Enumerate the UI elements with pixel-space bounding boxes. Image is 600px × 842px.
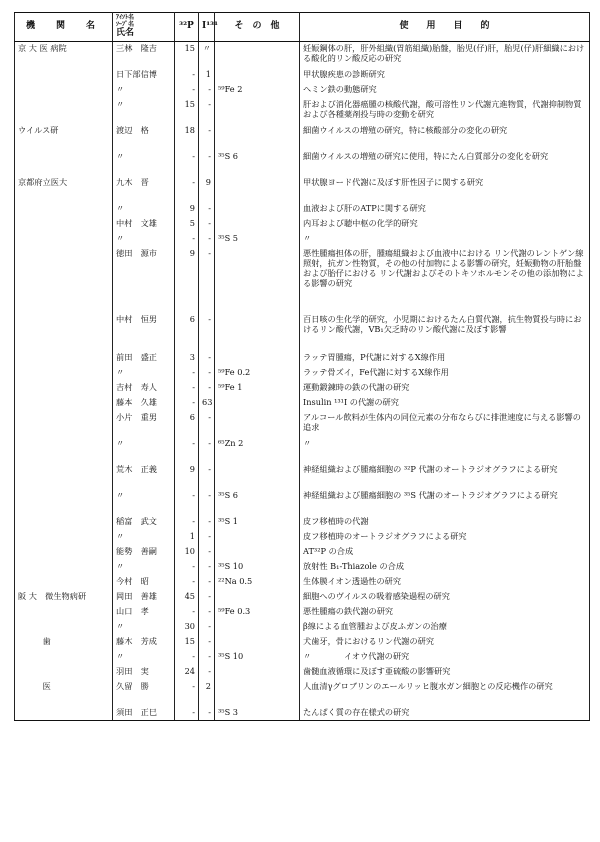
- cell-i131: -: [199, 530, 215, 545]
- cell-other: [215, 42, 300, 68]
- cell-name: 〃: [113, 437, 175, 463]
- cell-name: 〃: [113, 620, 175, 635]
- cell-i131: 〃: [199, 42, 215, 68]
- cell-p32: 18: [175, 124, 199, 150]
- cell-institution: [15, 68, 113, 83]
- cell-purpose: 肝および消化器癌腫の核酸代謝，酸可溶性リン代謝亢進物質，代謝抑制物質および各種薬剤投与時の変動を研究: [300, 98, 590, 124]
- cell-name: 〃: [113, 560, 175, 575]
- isotope-usage-table: [14, 12, 590, 721]
- cell-i131: -: [199, 217, 215, 232]
- cell-i131: -: [199, 381, 215, 396]
- cell-other: [215, 217, 300, 232]
- cell-purpose: 悪性腫瘍担体の肝，腫瘍組織および血液中における リン代謝のレントゲン線照射，抗ガン性物質，その他の付加物による影響の研究，妊娠動物の肝胎盤および胎仔における リン代謝およびそのトキソホルモンその他の添加物による影響の研究: [300, 247, 590, 313]
- cell-name: 須田 正巳: [113, 706, 175, 721]
- cell-institution: [15, 232, 113, 247]
- cell-p32: 9: [175, 463, 199, 489]
- cell-name: 〃: [113, 232, 175, 247]
- cell-i131: -: [199, 83, 215, 98]
- cell-i131: -: [199, 489, 215, 515]
- cell-i131: -: [199, 635, 215, 650]
- table-row: [15, 83, 590, 98]
- cell-p32: -: [175, 83, 199, 98]
- table-row: [15, 313, 590, 351]
- cell-name: 徳田 源市: [113, 247, 175, 313]
- cell-name: 久留 勝: [113, 680, 175, 706]
- cell-purpose: ヘミン鉄の動態研究: [300, 83, 590, 98]
- table-row: [15, 98, 590, 124]
- table-row: [15, 202, 590, 217]
- cell-i131: -: [199, 650, 215, 665]
- cell-institution: 京 大 医 病院: [15, 42, 113, 68]
- cell-p32: -: [175, 396, 199, 411]
- cell-institution: [15, 381, 113, 396]
- cell-institution: ウイルス研: [15, 124, 113, 150]
- cell-institution: [15, 437, 113, 463]
- cell-other: [215, 98, 300, 124]
- cell-other: [215, 247, 300, 313]
- table-row: [15, 635, 590, 650]
- cell-other: ²²Na 0.5: [215, 575, 300, 590]
- cell-i131: -: [199, 98, 215, 124]
- cell-other: [215, 620, 300, 635]
- cell-i131: -: [199, 124, 215, 150]
- cell-purpose: 悪性腫瘍の鉄代謝の研究: [300, 605, 590, 620]
- cell-other: [215, 665, 300, 680]
- cell-institution: [15, 665, 113, 680]
- cell-name: 中村 恒男: [113, 313, 175, 351]
- cell-institution: 京都府立医大: [15, 176, 113, 202]
- table-row: [15, 42, 590, 68]
- cell-p32: -: [175, 366, 199, 381]
- cell-purpose: アルコール飲料が生体内の同位元素の分布ならびに排泄速度に与える影響の追求: [300, 411, 590, 437]
- table-row: [15, 530, 590, 545]
- cell-purpose: 神経組織および腫瘍細胞の ³⁵S 代謝のオートラジオグラフによる研究: [300, 489, 590, 515]
- header-name-bottom: 氏名: [116, 27, 135, 38]
- cell-purpose: ラッテ骨ズイ，Fe代謝に対するX線作用: [300, 366, 590, 381]
- table-row: [15, 620, 590, 635]
- cell-institution: [15, 98, 113, 124]
- cell-purpose: 歯髄血液循環に及ぼす亜硫酸の影響研究: [300, 665, 590, 680]
- cell-other: [215, 124, 300, 150]
- cell-institution: [15, 150, 113, 176]
- cell-name: 今村 昭: [113, 575, 175, 590]
- table-row: [15, 124, 590, 150]
- cell-purpose: 〃 イオウ代謝の研究: [300, 650, 590, 665]
- cell-other: ⁶⁵Zn 2: [215, 437, 300, 463]
- cell-other: [215, 202, 300, 217]
- table-row: [15, 515, 590, 530]
- cell-other: ³⁵S 5: [215, 232, 300, 247]
- cell-other: ³⁵S 10: [215, 560, 300, 575]
- cell-p32: 30: [175, 620, 199, 635]
- cell-name: 藤本 久雄: [113, 396, 175, 411]
- cell-purpose: 犬歯牙，骨におけるリン代謝の研究: [300, 635, 590, 650]
- cell-name: 小片 重男: [113, 411, 175, 437]
- cell-i131: -: [199, 560, 215, 575]
- table-row: [15, 396, 590, 411]
- cell-p32: 6: [175, 313, 199, 351]
- cell-purpose: 神経組織および腫瘍細胞の ³²P 代謝のオートラジオグラフによる研究: [300, 463, 590, 489]
- table-row: [15, 605, 590, 620]
- cell-i131: -: [199, 247, 215, 313]
- table-row: [15, 706, 590, 721]
- cell-purpose: 運動鍛錬時の鉄の代謝の研究: [300, 381, 590, 396]
- cell-institution: [15, 396, 113, 411]
- cell-name: 〃: [113, 98, 175, 124]
- cell-purpose: 細胞へのヴイルスの吸着感染過程の研究: [300, 590, 590, 605]
- table-row: [15, 650, 590, 665]
- cell-other: [215, 176, 300, 202]
- table-row: [15, 411, 590, 437]
- table-row: [15, 366, 590, 381]
- header-purpose: 使 用 目 的: [300, 13, 590, 42]
- cell-i131: -: [199, 605, 215, 620]
- cell-i131: -: [199, 411, 215, 437]
- cell-purpose: 血液および肝のATPに関する研究: [300, 202, 590, 217]
- cell-name: 日下部信博: [113, 68, 175, 83]
- cell-name: 藤木 芳成: [113, 635, 175, 650]
- cell-other: [215, 351, 300, 366]
- cell-purpose: 内耳および聴中枢の化学的研究: [300, 217, 590, 232]
- cell-institution: [15, 83, 113, 98]
- cell-purpose: 皮フ移植時のオートラジオグラフによる研究: [300, 530, 590, 545]
- cell-other: ⁵⁹Fe 2: [215, 83, 300, 98]
- cell-institution: [15, 217, 113, 232]
- cell-institution: 阪 大 微生物病研: [15, 590, 113, 605]
- cell-i131: -: [199, 351, 215, 366]
- cell-i131: -: [199, 150, 215, 176]
- cell-other: [215, 396, 300, 411]
- cell-purpose: 放射性 B₁-Thiazole の合成: [300, 560, 590, 575]
- cell-other: ³⁵S 3: [215, 706, 300, 721]
- cell-institution: [15, 411, 113, 437]
- cell-i131: -: [199, 590, 215, 605]
- table-row: [15, 545, 590, 560]
- cell-name: 〃: [113, 150, 175, 176]
- cell-name: 渡辺 格: [113, 124, 175, 150]
- cell-institution: [15, 366, 113, 381]
- cell-purpose: AT³²P の合成: [300, 545, 590, 560]
- cell-other: ⁵⁹Fe 0.2: [215, 366, 300, 381]
- cell-institution: [15, 351, 113, 366]
- cell-i131: -: [199, 313, 215, 351]
- table-row: [15, 680, 590, 706]
- cell-purpose: 甲状腺疾患の診断研究: [300, 68, 590, 83]
- cell-other: ³⁵S 6: [215, 150, 300, 176]
- cell-other: [215, 313, 300, 351]
- cell-p32: 24: [175, 665, 199, 680]
- cell-purpose: 百日咳の生化学的研究，小児期におけるたん白質代謝，抗生物質投与時におけるリン酸代謝，VB₁欠乏時のリン酸代謝に及ぼす影響: [300, 313, 590, 351]
- cell-p32: 5: [175, 217, 199, 232]
- table-header-row: [15, 13, 590, 42]
- cell-i131: 63: [199, 396, 215, 411]
- cell-i131: -: [199, 202, 215, 217]
- cell-i131: 9: [199, 176, 215, 202]
- cell-p32: 45: [175, 590, 199, 605]
- cell-p32: -: [175, 605, 199, 620]
- cell-other: [215, 68, 300, 83]
- cell-p32: 3: [175, 351, 199, 366]
- cell-purpose: 細菌ウイルスの増殖の研究に使用，特にたん白質部分の変化を研究: [300, 150, 590, 176]
- table-row: [15, 176, 590, 202]
- cell-institution: [15, 313, 113, 351]
- cell-institution: [15, 530, 113, 545]
- cell-name: 〃: [113, 202, 175, 217]
- cell-name: 〃: [113, 366, 175, 381]
- cell-institution: [15, 620, 113, 635]
- header-other: そ の 他: [215, 13, 300, 42]
- cell-p32: -: [175, 150, 199, 176]
- table-row: [15, 217, 590, 232]
- cell-p32: -: [175, 575, 199, 590]
- cell-institution: [15, 560, 113, 575]
- table-row: [15, 150, 590, 176]
- cell-other: [215, 411, 300, 437]
- cell-other: ³⁵S 1: [215, 515, 300, 530]
- cell-i131: -: [199, 706, 215, 721]
- cell-i131: 2: [199, 680, 215, 706]
- table-row: [15, 68, 590, 83]
- cell-name: 前田 盛正: [113, 351, 175, 366]
- cell-purpose: 生体膜イオン透過性の研究: [300, 575, 590, 590]
- table-body: [15, 42, 590, 721]
- cell-i131: -: [199, 232, 215, 247]
- cell-purpose: Insulin ¹³¹I の代謝の研究: [300, 396, 590, 411]
- cell-other: ⁵⁹Fe 1: [215, 381, 300, 396]
- cell-institution: [15, 463, 113, 489]
- cell-institution: [15, 545, 113, 560]
- cell-other: ⁵⁹Fe 0.3: [215, 605, 300, 620]
- table-row: [15, 560, 590, 575]
- cell-p32: 15: [175, 635, 199, 650]
- table-row: [15, 489, 590, 515]
- cell-purpose: β線による血管腫および皮ふガンの治療: [300, 620, 590, 635]
- table-row: [15, 381, 590, 396]
- cell-p32: -: [175, 680, 199, 706]
- table-row: [15, 590, 590, 605]
- cell-purpose: 妊娠鋼体の肝，肝外組織(胃筋組織)胎盤，胎児(仔)肝，胎児(仔)肝細織における酸化的リン酸反応の研究: [300, 42, 590, 68]
- cell-name: 中村 文雄: [113, 217, 175, 232]
- cell-institution: 医: [15, 680, 113, 706]
- cell-other: ³⁵S 6: [215, 489, 300, 515]
- cell-p32: -: [175, 232, 199, 247]
- cell-p32: -: [175, 650, 199, 665]
- cell-purpose: 細菌ウイルスの増殖の研究，特に核酸部分の変化の研究: [300, 124, 590, 150]
- table-row: [15, 247, 590, 313]
- cell-institution: [15, 706, 113, 721]
- cell-name: 山口 孝: [113, 605, 175, 620]
- cell-name: 〃: [113, 83, 175, 98]
- table-row: [15, 463, 590, 489]
- cell-other: [215, 545, 300, 560]
- cell-other: [215, 590, 300, 605]
- cell-institution: 歯: [15, 635, 113, 650]
- cell-institution: [15, 489, 113, 515]
- cell-other: [215, 463, 300, 489]
- header-name: [113, 13, 175, 42]
- cell-name: 羽田 実: [113, 665, 175, 680]
- cell-i131: -: [199, 463, 215, 489]
- table-row: [15, 665, 590, 680]
- cell-institution: [15, 605, 113, 620]
- table-row: [15, 351, 590, 366]
- table-row: [15, 232, 590, 247]
- cell-name: 荒木 正義: [113, 463, 175, 489]
- cell-i131: 1: [199, 68, 215, 83]
- cell-institution: [15, 575, 113, 590]
- cell-name: 能勢 善嗣: [113, 545, 175, 560]
- cell-i131: -: [199, 545, 215, 560]
- cell-purpose: 甲状腺ヨード代謝に及ぼす肝性因子に関する研究: [300, 176, 590, 202]
- cell-p32: -: [175, 381, 199, 396]
- cell-purpose: 〃: [300, 437, 590, 463]
- cell-purpose: たんぱく質の存在様式の研究: [300, 706, 590, 721]
- cell-p32: 15: [175, 42, 199, 68]
- cell-i131: -: [199, 575, 215, 590]
- cell-purpose: 皮フ移植時の代謝: [300, 515, 590, 530]
- cell-other: [215, 635, 300, 650]
- header-i131: I¹³¹: [199, 13, 215, 42]
- cell-p32: -: [175, 489, 199, 515]
- cell-i131: -: [199, 515, 215, 530]
- header-institution: 機 関 名: [15, 13, 113, 42]
- cell-name: 岡田 善雄: [113, 590, 175, 605]
- cell-i131: -: [199, 366, 215, 381]
- cell-name: 〃: [113, 489, 175, 515]
- cell-p32: -: [175, 706, 199, 721]
- cell-p32: -: [175, 515, 199, 530]
- cell-name: 稲富 武文: [113, 515, 175, 530]
- cell-i131: -: [199, 437, 215, 463]
- cell-name: 三林 隆吉: [113, 42, 175, 68]
- cell-purpose: 人血清γグロブリンのエールリッヒ腹水ガン細胞との反応機作の研究: [300, 680, 590, 706]
- cell-institution: [15, 650, 113, 665]
- cell-other: [215, 680, 300, 706]
- cell-i131: -: [199, 665, 215, 680]
- cell-p32: 1: [175, 530, 199, 545]
- cell-p32: -: [175, 560, 199, 575]
- cell-p32: 9: [175, 202, 199, 217]
- cell-p32: 6: [175, 411, 199, 437]
- cell-name: 九木 晋: [113, 176, 175, 202]
- cell-i131: -: [199, 620, 215, 635]
- cell-purpose: ラッテ胃腫瘍，P代謝に対するX線作用: [300, 351, 590, 366]
- cell-purpose: 〃: [300, 232, 590, 247]
- cell-p32: 9: [175, 247, 199, 313]
- header-name-top: ｱｲｿﾄ名 ｿｰﾌﾟ名: [116, 14, 135, 29]
- cell-p32: -: [175, 176, 199, 202]
- cell-institution: [15, 202, 113, 217]
- cell-institution: [15, 247, 113, 313]
- cell-p32: 10: [175, 545, 199, 560]
- cell-p32: 15: [175, 98, 199, 124]
- cell-p32: -: [175, 68, 199, 83]
- table-row: [15, 437, 590, 463]
- cell-name: 吉村 寿人: [113, 381, 175, 396]
- cell-other: [215, 530, 300, 545]
- table-row: [15, 575, 590, 590]
- cell-name: 〃: [113, 650, 175, 665]
- cell-other: ³⁵S 10: [215, 650, 300, 665]
- cell-institution: [15, 515, 113, 530]
- cell-p32: -: [175, 437, 199, 463]
- header-p32: ³²P: [175, 13, 199, 42]
- cell-name: 〃: [113, 530, 175, 545]
